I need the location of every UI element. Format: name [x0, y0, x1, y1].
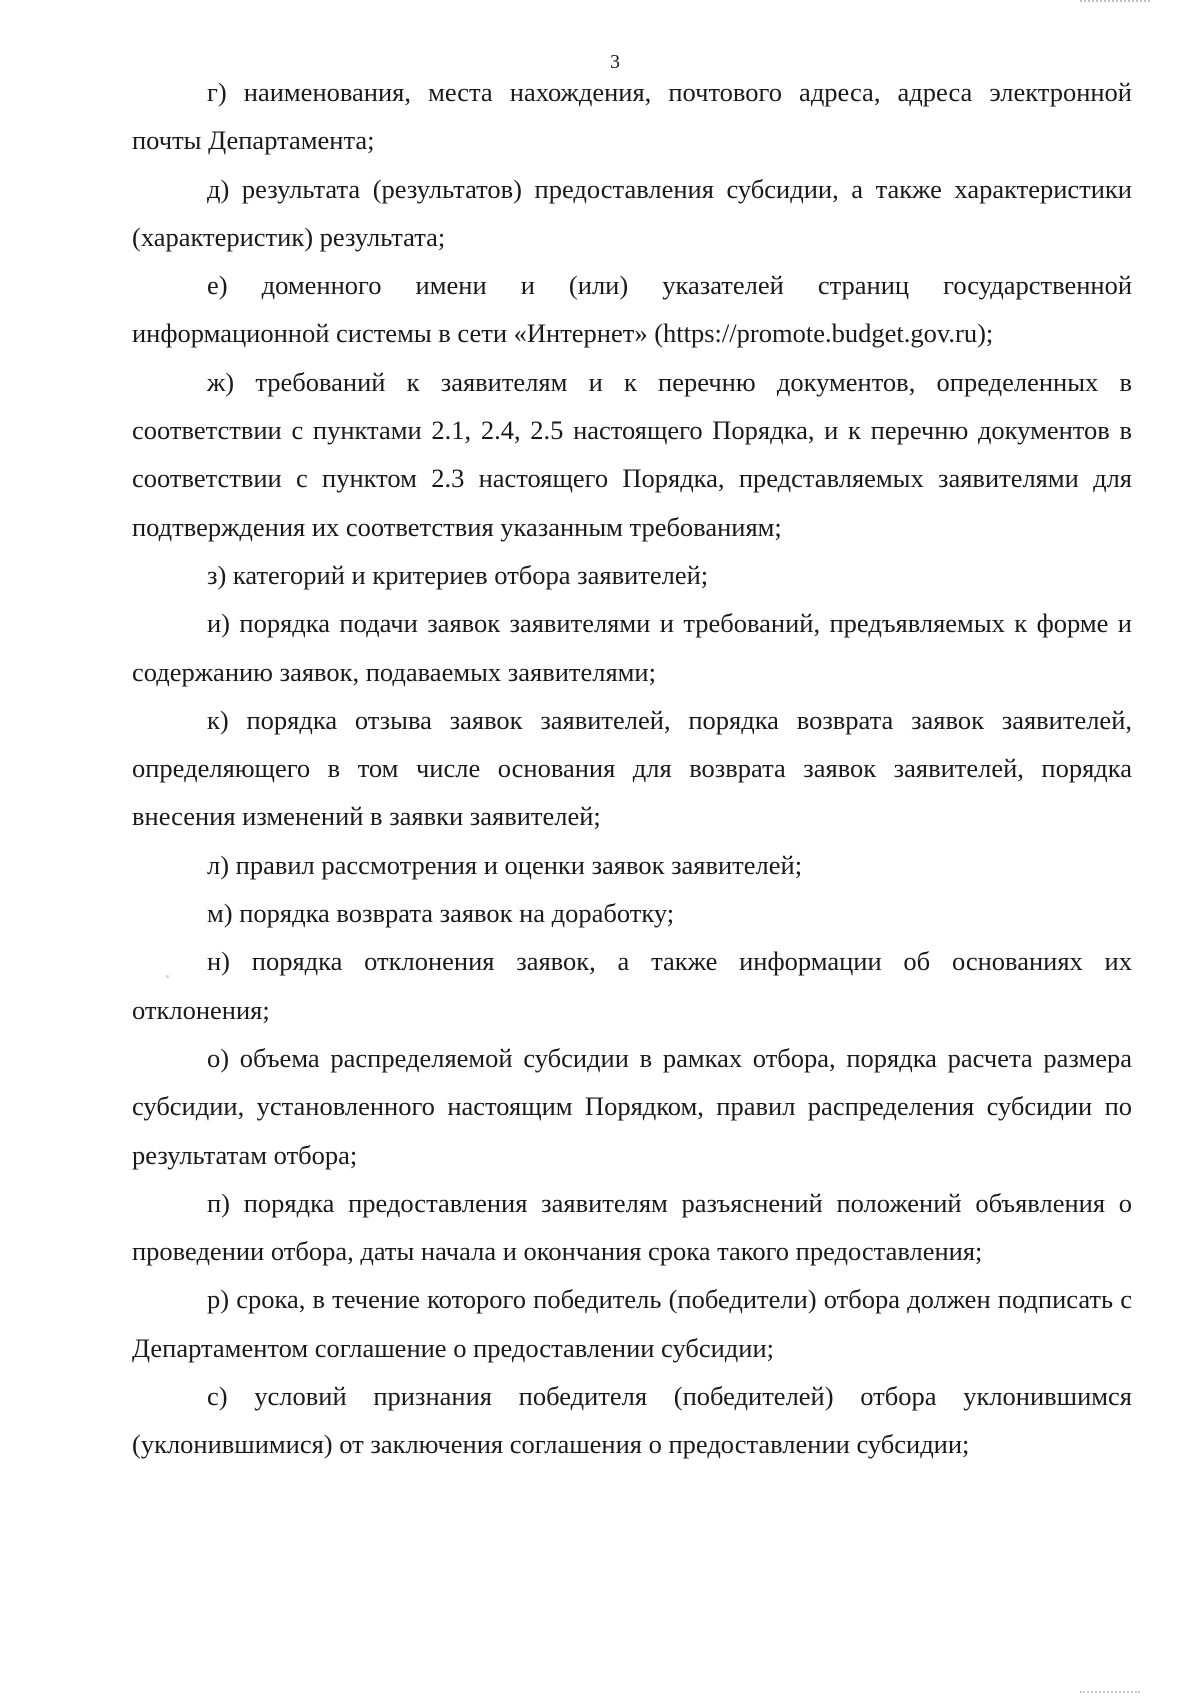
paragraph-e: е) доменного имени и (или) указателей страниц государственной информационной системы в сети «Интернет» (https://promote.budget.gov.ru); — [132, 270, 1132, 349]
scan-artifact — [1080, 1688, 1140, 1693]
page-number: 3 — [610, 51, 620, 73]
document-body — [132, 68, 1132, 1469]
paragraph-p: п) порядка предоставления заявителям разъяснений положений объявления о проведении отбора, даты начала и окончания срока такого предоставления; — [132, 1187, 1132, 1267]
paragraph-i: и) порядка подачи заявок заявителями и требований, предъявляемых к форме и содержанию заявок, подаваемых заявителями; — [132, 608, 1132, 687]
paragraph-k: к) порядка отзыва заявок заявителей, порядка возврата заявок заявителей, определяющего в том числе основания для возврата заявок заявителей, порядка внесения изменений в заявки заявителей; — [132, 704, 1132, 832]
paragraph-zh: ж) требований к заявителям и к перечню документов, определенных в соответствии с пунктами 2.1, 2.4, 2.5 настоящего Порядка, и к перечню документов в соответствии с пунктом 2.3 настоящего Порядка, представляемых заявителями для подтверждения их соответствия указанным требованиям; — [132, 366, 1132, 542]
paragraph-o: о) объема распределяемой субсидии в рамках отбора, порядка расчета размера субсидии, установленного настоящим Порядком, правил распределения субсидии по результатам отбора; — [132, 1042, 1132, 1170]
scan-artifact — [166, 975, 169, 978]
paragraph-l: л) правил рассмотрения и оценки заявок заявителей; — [207, 849, 803, 880]
scan-artifact — [1080, 0, 1150, 6]
paragraph-m: м) порядка возврата заявок на доработку; — [207, 898, 675, 929]
paragraph-d: д) результата (результатов) предоставления субсидии, а также характеристики (характеристик) результата; — [132, 173, 1132, 252]
paragraph-s: с) условий признания победителя (победителей) отбора уклонившимся (уклонившимися) от заключения соглашения о предоставлении субсидии; — [132, 1381, 1132, 1460]
paragraph-n: н) порядка отклонения заявок, а также информации об основаниях их отклонения; — [132, 946, 1132, 1025]
paragraph-z: з) категорий и критериев отбора заявителей; — [207, 559, 709, 590]
paragraph-r: р) срока, в течение которого победитель (победители) отбора должен подписать с Департаментом соглашение о предоставлении субсидии; — [132, 1284, 1132, 1363]
paragraph-g: г) наименования, места нахождения, почтового адреса, адреса электронной почты Департамента; — [132, 77, 1132, 156]
